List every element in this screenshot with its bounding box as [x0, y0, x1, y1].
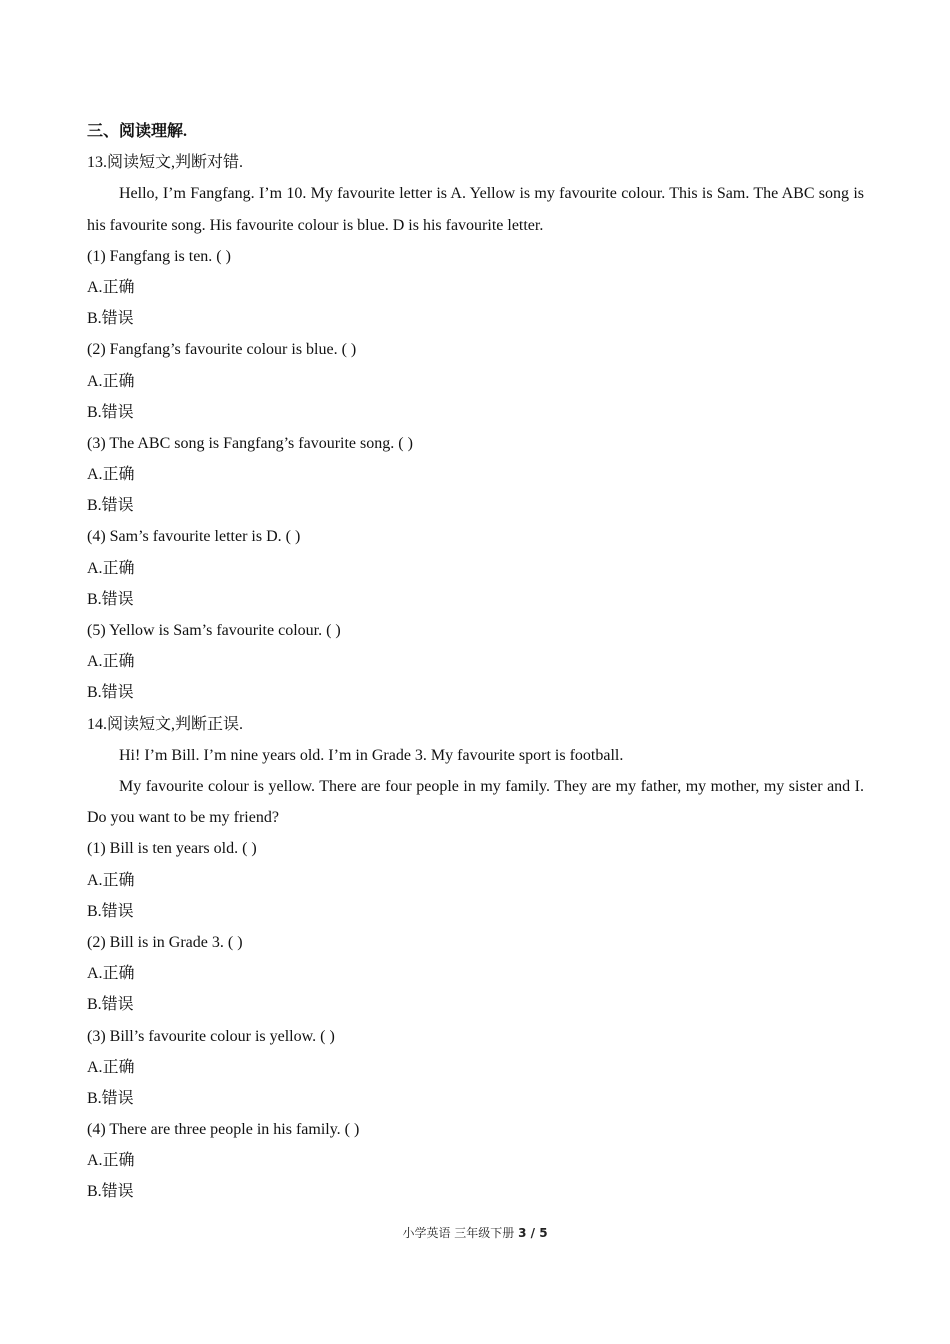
option-a: A.正确 [87, 466, 135, 484]
option-b: B.错误 [87, 902, 134, 920]
reading-passage: My favourite colour is yellow. There are four people in my family. They are my father, my mother, my sister and I. Do you want to be my friend? [87, 777, 864, 827]
question-stem: (4) There are three people in his family. ( ) [87, 1121, 360, 1139]
question-heading: 13.阅读短文,判断对错. [87, 154, 244, 172]
question-stem: (1) Fangfang is ten. ( ) [87, 247, 231, 265]
question-stem: (2) Bill is in Grade 3. ( ) [87, 933, 243, 951]
page-number: 3 / 5 [518, 1226, 548, 1240]
option-b: B.错误 [87, 403, 134, 421]
reading-passage: Hello, I’m Fangfang. I’m 10. My favourite letter is A. Yellow is my favourite colour. This is Sam. The ABC song is his favourite song. His favourite colour is blue. D is his favourite letter. [87, 185, 864, 234]
option-a: A.正确 [87, 278, 135, 296]
option-a: A.正确 [87, 372, 135, 390]
footer-label: 小学英语 三年级下册 [402, 1226, 515, 1240]
section-title: 三、阅读理解. [87, 123, 188, 140]
option-a: A.正确 [87, 871, 135, 889]
option-b: B.错误 [87, 996, 134, 1014]
option-b: B.错误 [87, 684, 134, 702]
option-a: A.正确 [87, 1058, 135, 1076]
option-b: B.错误 [87, 497, 134, 515]
option-b: B.错误 [87, 590, 134, 608]
question-stem: (1) Bill is ten years old. ( ) [87, 840, 257, 858]
question-stem: (4) Sam’s favourite letter is D. ( ) [87, 528, 301, 546]
question-stem: (5) Yellow is Sam’s favourite colour. ( ) [87, 622, 341, 640]
option-b: B.错误 [87, 1183, 134, 1201]
option-a: A.正确 [87, 1152, 135, 1170]
document-body [87, 116, 864, 1208]
question-stem: (2) Fangfang’s favourite colour is blue. ( ) [87, 341, 357, 359]
reading-passage: Hi! I’m Bill. I’m nine years old. I’m in Grade 3. My favourite sport is football. [119, 746, 624, 764]
question-heading: 14.阅读短文,判断正误. [87, 715, 244, 733]
option-b: B.错误 [87, 310, 134, 328]
page-footer [0, 1224, 950, 1241]
option-a: A.正确 [87, 559, 135, 577]
option-b: B.错误 [87, 1089, 134, 1107]
option-a: A.正确 [87, 653, 135, 671]
option-a: A.正确 [87, 965, 135, 983]
question-stem: (3) Bill’s favourite colour is yellow. ( ) [87, 1027, 335, 1045]
question-stem: (3) The ABC song is Fangfang’s favourite song. ( ) [87, 434, 413, 452]
